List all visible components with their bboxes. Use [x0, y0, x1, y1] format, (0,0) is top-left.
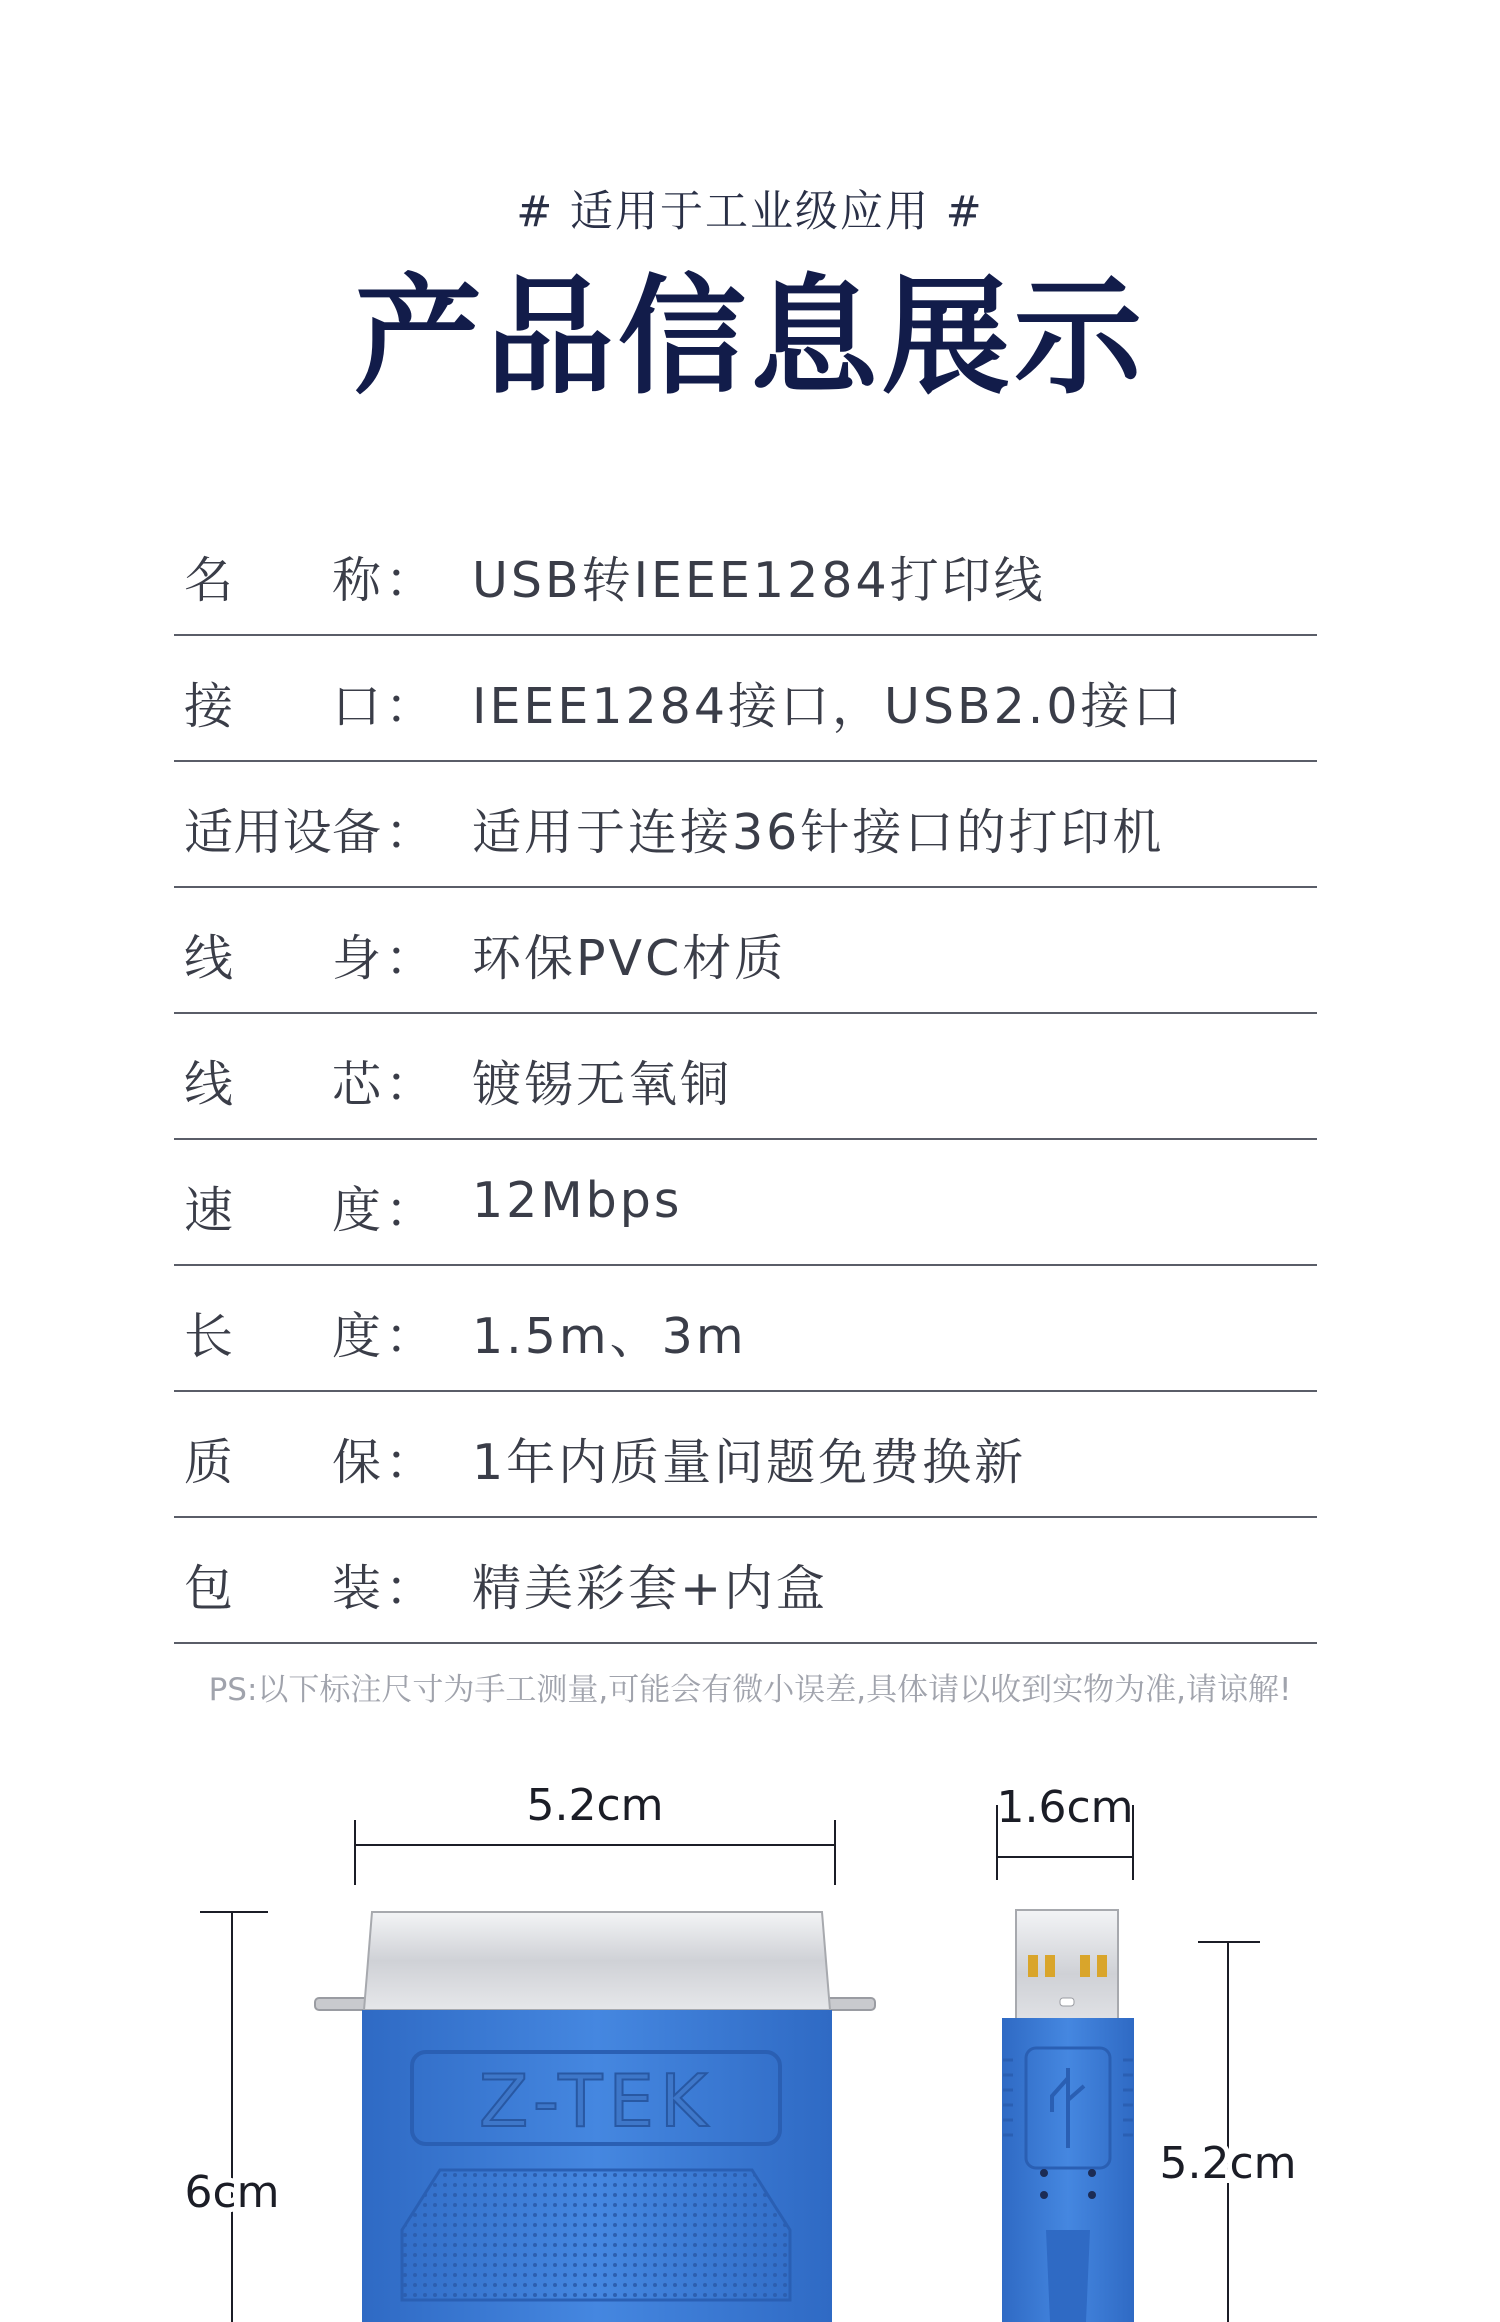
- spec-value: 环保PVC材质: [472, 930, 787, 987]
- parallel-height-label: 6cm: [184, 2167, 280, 2218]
- measurement-note: PS:以下标注尺寸为手工测量,可能会有微小误差,具体请以收到实物为准,请谅解!: [208, 1672, 1292, 1708]
- spec-row: [174, 636, 1317, 762]
- usb-width-label: 1.6cm: [996, 1782, 1134, 1833]
- spec-row: [174, 1014, 1317, 1140]
- parallel-height-dimension: [184, 1912, 279, 2322]
- spec-label: 名 称：: [184, 552, 434, 609]
- page-title: 产品信息展示: [353, 263, 1146, 412]
- spec-label: 包 装：: [184, 1560, 434, 1617]
- section-tagline: # 适用于工业级应用 #: [516, 187, 984, 237]
- spec-value: 12Mbps: [472, 1172, 683, 1229]
- parallel-width-label: 5.2cm: [526, 1780, 664, 1831]
- brand-emboss: Z-TEK: [478, 2059, 714, 2143]
- parallel-width-dimension: [355, 1780, 835, 1885]
- spec-row: [174, 762, 1317, 888]
- spec-value: 镀锡无氧铜: [472, 1056, 733, 1113]
- spec-value: 适用于连接36针接口的打印机: [472, 804, 1165, 861]
- spec-row: [174, 1266, 1317, 1392]
- spec-label: 适 用 设 备：: [184, 804, 434, 861]
- usb-width-dimension: [996, 1782, 1133, 1880]
- spec-label: 速 度：: [184, 1182, 434, 1239]
- spec-value: USB转IEEE1284打印线: [472, 552, 1046, 609]
- usb-height-dimension: [1159, 1942, 1296, 2322]
- spec-value: 1.5m、3m: [472, 1308, 747, 1365]
- spec-label: 线 芯：: [184, 1056, 434, 1113]
- spec-row: [174, 1392, 1317, 1518]
- spec-row: [174, 888, 1317, 1014]
- usb-connector-image: [1002, 1910, 1134, 2322]
- parallel-connector-image: [315, 1912, 875, 2322]
- spec-value: IEEE1284接口，USB2.0接口: [472, 678, 1185, 735]
- spec-row: [174, 1518, 1317, 1644]
- spec-table: [174, 510, 1317, 1644]
- spec-row: [174, 510, 1317, 636]
- spec-value: 精美彩套+内盒: [472, 1560, 829, 1617]
- spec-label: 质 保：: [184, 1434, 434, 1491]
- spec-row: [174, 1140, 1317, 1266]
- spec-value: 1年内质量问题免费换新: [472, 1434, 1027, 1491]
- spec-label: 长 度：: [184, 1308, 434, 1365]
- usb-height-label: 5.2cm: [1159, 2138, 1297, 2189]
- spec-label: 接 口：: [184, 678, 434, 735]
- dimension-diagram: [0, 1760, 1500, 2322]
- spec-label: 线 身：: [184, 930, 434, 987]
